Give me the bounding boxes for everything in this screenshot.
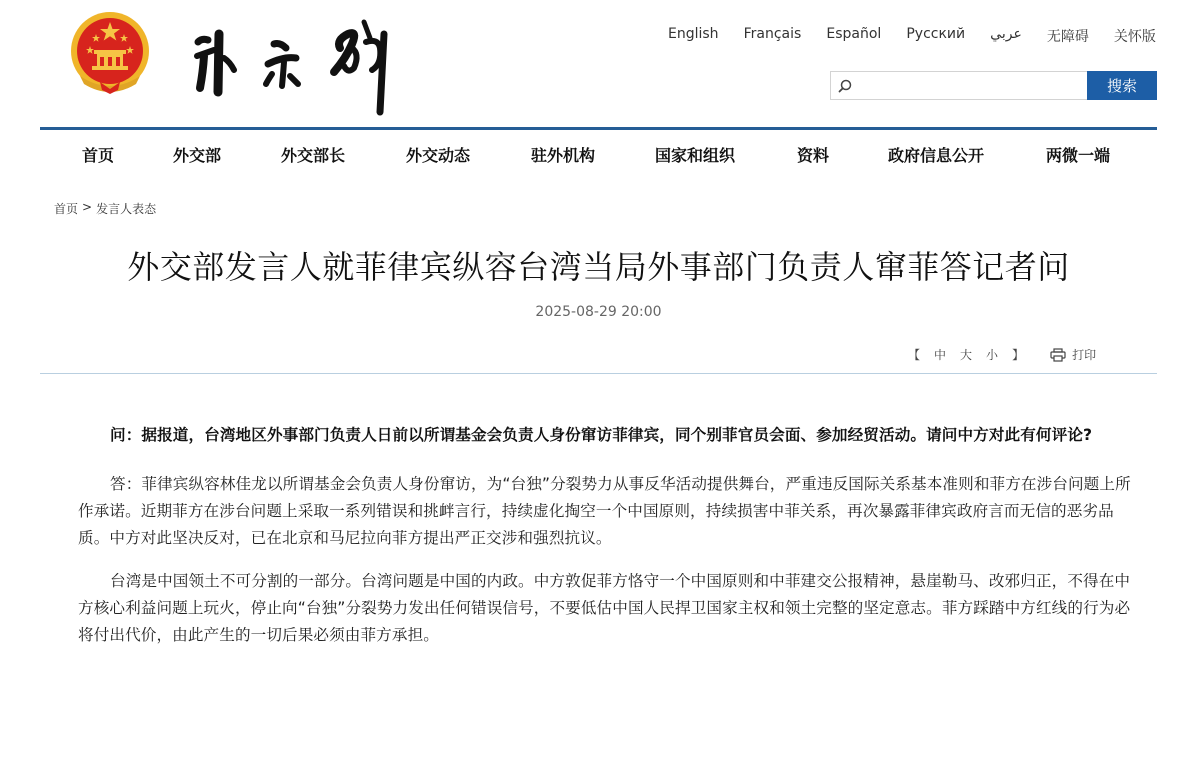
article-body [78, 422, 1132, 665]
nav-item-government-info[interactable]: 政府信息公开 [888, 145, 985, 165]
lang-russian[interactable]: Русский [906, 26, 966, 42]
lang-english[interactable]: English [668, 26, 719, 42]
main-nav [40, 130, 1157, 178]
nav-item-ministry[interactable]: 外交部 [173, 145, 222, 165]
lang-spanish[interactable]: Español [826, 26, 882, 42]
breadcrumb-separator: > [82, 200, 93, 214]
nav-item-diplomatic-news[interactable]: 外交动态 [406, 145, 471, 165]
breadcrumb [54, 200, 156, 217]
font-size-open-bracket: 【 [908, 348, 921, 362]
article-date: 2025-08-29 20:00 [535, 304, 662, 320]
lang-arabic[interactable]: عربي [990, 26, 1022, 42]
search-icon [838, 79, 852, 93]
accessibility-link[interactable]: 无障碍 [1046, 29, 1089, 45]
nav-item-resources[interactable]: 资料 [797, 145, 830, 165]
care-mode-link[interactable]: 关怀版 [1113, 29, 1156, 45]
font-size-close-bracket: 】 [1012, 348, 1025, 362]
nav-item-minister[interactable]: 外交部长 [281, 145, 346, 165]
article-divider [40, 373, 1157, 374]
answer-paragraph: 答：菲律宾纵容林佳龙以所谓基金会负责人身份窜访，为“台独”分裂势力从事反华活动提供舞台，严重违反国际关系基本准则和菲方在涉台问题上所作承诺。近期菲方在涉台问题上采取一系列错误和挑衅言行，持续虚化掏空一个中国原则，持续损害中菲关系，再次暴露菲律宾政府言而无信的恶劣品质。中方对此坚决反对，已在北京和马尼拉向菲方提出严正交涉和强烈抗议。 [78, 475, 1131, 547]
printer-icon [1050, 348, 1066, 362]
site-logo[interactable] [188, 14, 400, 118]
nav-item-missions-overseas[interactable]: 驻外机构 [531, 145, 596, 165]
font-size-large[interactable]: 中 [934, 348, 947, 362]
search-input[interactable] [857, 74, 1082, 97]
print-label: 打印 [1072, 348, 1097, 362]
font-size-small[interactable]: 小 [986, 348, 999, 362]
search-button[interactable]: 搜索 [1087, 71, 1157, 100]
search-field-container [830, 71, 1087, 100]
search-bar [830, 71, 1157, 100]
font-size-medium[interactable]: 大 [960, 348, 973, 362]
nav-item-new-media[interactable]: 两微一端 [1046, 145, 1111, 165]
print-button[interactable] [1050, 346, 1096, 363]
answer-paragraph-2: 台湾是中国领土不可分割的一部分。台湾问题是中国的内政。中方敦促菲方恪守一个中国原则和中菲建交公报精神，悬崖勒马、改邪归正，不得在中方核心利益问题上玩火，停止向“台独”分裂势力发出任何错误信号，不要低估中国人民捍卫国家主权和领土完整的坚定意志。菲方踩踏中方红线的行为必将付出代价，由此产生的一切后果必须由菲方承担。 [78, 572, 1131, 644]
lang-french[interactable]: Français [743, 26, 802, 42]
font-size-switcher [908, 346, 1024, 363]
language-switcher [660, 26, 1164, 46]
site-header [0, 0, 1200, 128]
article-title: 外交部发言人就菲律宾纵容台湾当局外事部门负责人窜菲答记者问 [127, 248, 1070, 286]
nav-item-countries-organizations[interactable]: 国家和组织 [655, 145, 736, 165]
question-paragraph: 问：据报道，台湾地区外事部门负责人日前以所谓基金会负责人身份窜访菲律宾，同个别菲官员会面、参加经贸活动。请问中方对此有何评论? [110, 426, 1093, 444]
nav-item-home[interactable]: 首页 [82, 145, 115, 165]
article-tools [908, 346, 1096, 363]
breadcrumb-home[interactable]: 首页 [54, 202, 79, 216]
breadcrumb-current[interactable]: 发言人表态 [96, 202, 157, 216]
national-emblem-icon[interactable] [70, 10, 150, 94]
